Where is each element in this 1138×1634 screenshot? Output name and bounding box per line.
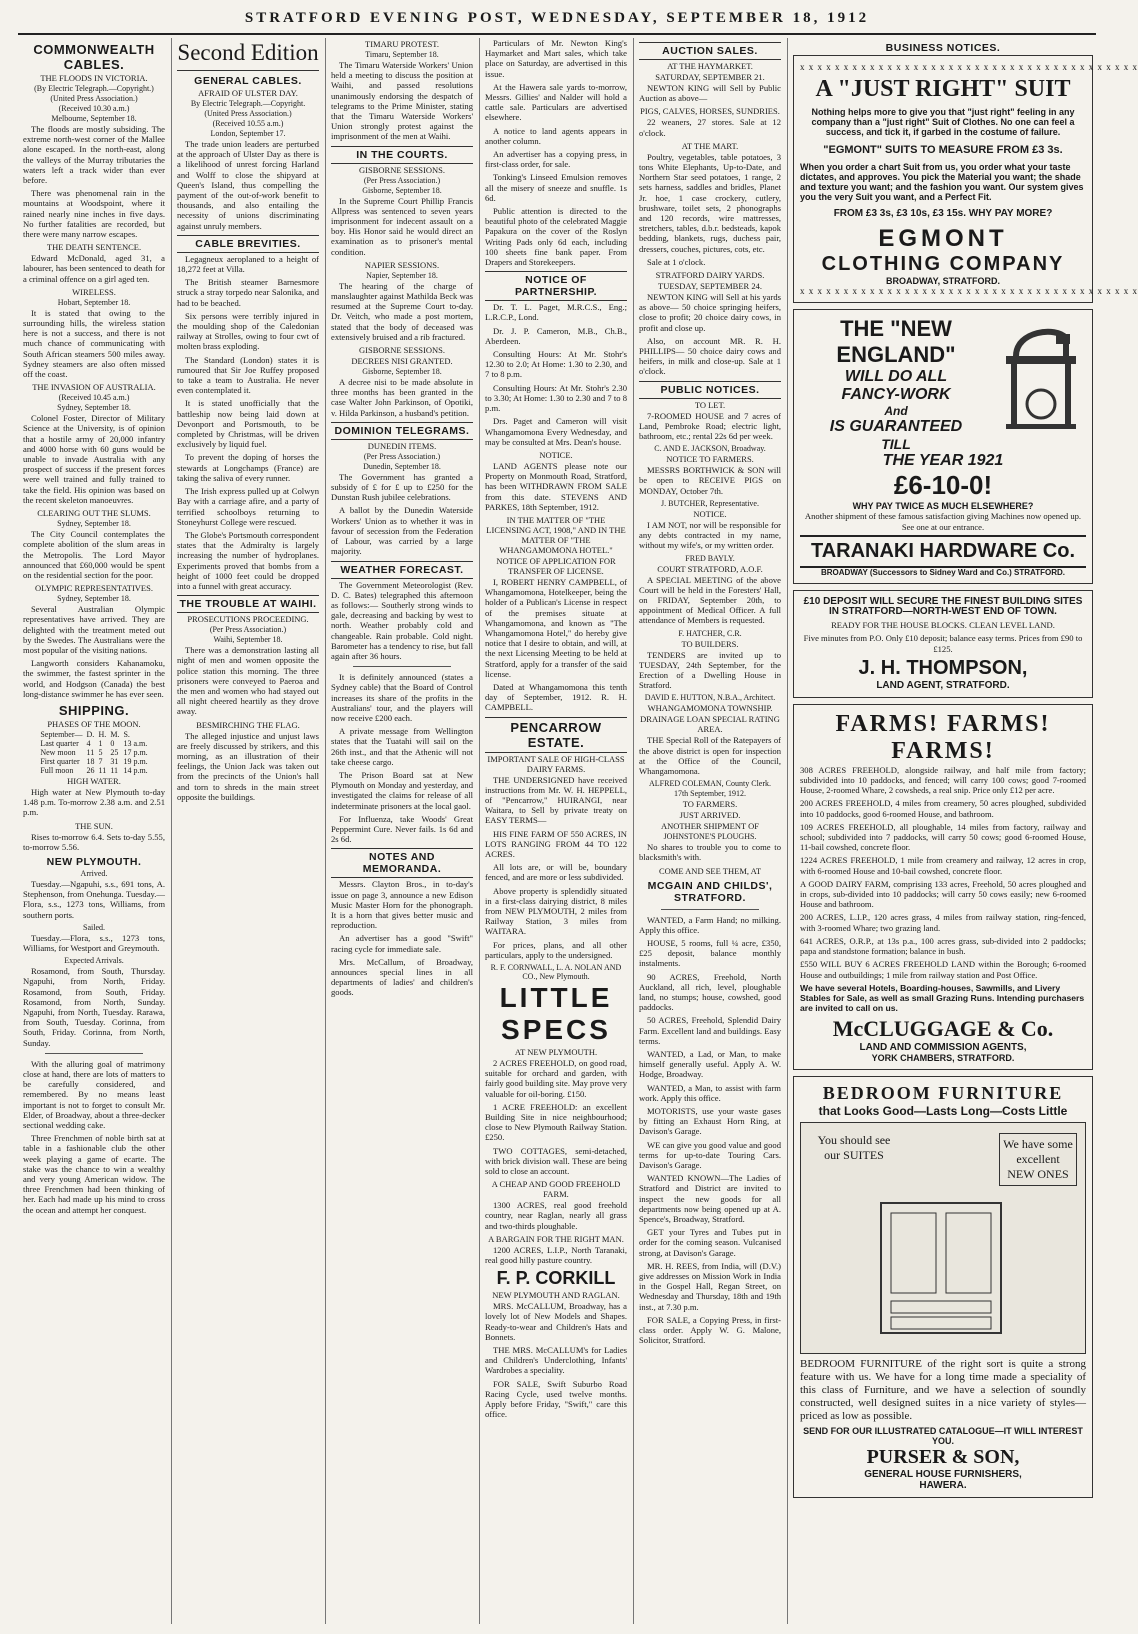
ad-caption: We have some excellent NEW ONES xyxy=(999,1133,1077,1186)
wardrobe-icon xyxy=(871,1193,1011,1343)
subheading: NOTICE. xyxy=(693,508,727,519)
subheading: WHANGAMOMONA TOWNSHIP. xyxy=(647,703,773,714)
column-3 xyxy=(326,38,478,1626)
egmont-advertisement xyxy=(793,55,1138,303)
company-address: YORK CHAMBERS, STRATFORD. xyxy=(871,1053,1015,1064)
masthead-rule xyxy=(18,33,1096,35)
company-address: LAND AGENT, STRATFORD. xyxy=(876,679,1010,691)
table-cell: M. xyxy=(110,729,120,739)
subheading: TO BUILDERS. xyxy=(681,638,739,649)
paragraph: An advertiser has a good "Swift" racing cycle for immediate sale. xyxy=(331,933,473,954)
ad-headline: A "JUST RIGHT" SUIT xyxy=(815,76,1071,102)
paragraph: The British steamer Barnesmore struck a stray torpedo near Salonika, and had to be beached. xyxy=(177,277,319,308)
classified: 50 ACRES, Freehold, Splendid Dairy Farm. Excellent land and buildings. Easy terms. xyxy=(639,1015,781,1046)
classified: MOTORISTS, use your waste gases by fitting an Exhaust Horn Ring, at Davison's Garage. xyxy=(639,1106,781,1137)
classified: MR. H. REES, from India, will (D.V.) give addresses on Mission Work in India in the Gospel Hall, Regan Street, on Wednesday and Thursday, 18th and 19th inst., at 7.30 p.m. xyxy=(639,1260,781,1312)
paragraph: 7-ROOMED HOUSE and 7 acres of Land, Pembroke Road; electric light, bathroom, etc.; rental 22s 6d per week. xyxy=(639,410,781,442)
paragraph: The hearing of the charge of manslaughter against Mathilda Beck was resumed at the Supreme Court to-day. Dr. Veitch, who made a post mortem, stated that the body of deceased was extensively bruised and a rib fractured. xyxy=(331,280,473,342)
heading: NOTES AND MEMORANDA. xyxy=(331,848,473,878)
heading: AUCTION SALES. xyxy=(639,42,781,60)
paragraph: 1200 ACRES, L.I.P., North Taranaki, real good hilly pasture country. xyxy=(485,1244,627,1266)
paragraph: Tuesday.—Flora, s.s., 1273 tons, Williams, for Westport and Greymouth. xyxy=(23,932,165,953)
paragraph: The Irish express pulled up at Colwyn Bay with a carriage afire, and a party of terrified schoolboys returning to Stoneyhurst College were rescued. xyxy=(177,486,319,527)
ad-line: THE YEAR 1921 xyxy=(882,452,1004,470)
paragraph: It is definitely announced (states a Sydney cable) that the Board of Control increases its share of the profits in the Australians' tour, and the players will now receive £200 each. xyxy=(331,672,473,723)
paragraph: The alleged injustice and unjust laws are freely discussed by strikers, and this morning, as an illustration of their feelings, the Union Jack was taken out from the precincts of the Union's hall and torn to shreds in the main street opposite the buildings. xyxy=(177,730,319,802)
credit: By Electric Telegraph.—Copyright. xyxy=(190,99,306,108)
table-cell: Last quarter xyxy=(40,738,79,748)
table-cell: Full moon xyxy=(40,765,74,775)
paragraph: With the alluring goal of matrimony close at hand, there are lots of matters to be carefully considered, and remembered. By no means least important is not to forget to consult Mr. Elder, of Broadway, about a three-decker sectional wedding cake. xyxy=(23,1058,165,1131)
subheading: TUESDAY, SEPTEMBER 24. xyxy=(658,281,762,292)
credit: (Per Press Association.) xyxy=(363,175,441,185)
ad-line: WILL DO ALL xyxy=(844,368,948,386)
little-specs-title: LITTLE xyxy=(499,982,613,1014)
dateline: Melbourne, September 18. xyxy=(51,114,137,123)
farm-listing: 200 ACRES FREEHOLD, 4 miles from creamery, 50 acres ploughed, subdivided into 10 paddocks, good 6-roomed House, and bathroom. xyxy=(800,798,1086,819)
subheading: GISBORNE SESSIONS. xyxy=(359,345,445,356)
ad-text: Nothing helps more to give you that "just right" feeling in any company than a "just right" Suit of Clothes. No one can feel a success, and tick it, if garbed in the costume of failure. xyxy=(811,107,1075,138)
paragraph: HIS FINE FARM OF 550 ACRES, IN LOTS RANGING FROM 44 TO 122 ACRES. xyxy=(485,828,627,859)
dateline: Dunedin, September 18. xyxy=(363,461,441,471)
table-cell: New moon xyxy=(40,747,76,757)
paragraph: MRS. McCALLUM, Broadway, has a lovely lot of New Models and Shapes. Ready-to-wear and Children's Hats and Bonnets. xyxy=(485,1301,627,1342)
paragraph: I, ROBERT HENRY CAMPBELL, of Whangamomona, Hotelkeeper, being the holder of a Publican's License in respect of the premises situate at Whangamomona, and known as "The Whangamomona Hotel," do hereby give notice that I desire to obtain, and will, at the next Licensing Meeting to be held at Stratford, apply for a transfer of the said license. xyxy=(485,576,627,679)
subheading: THE FLOODS IN VICTORIA. xyxy=(40,73,148,83)
paragraph: Sale at 1 o'clock. xyxy=(647,256,706,267)
corkill-title: F. P. CORKILL xyxy=(496,1268,616,1289)
table-row xyxy=(38,730,149,739)
subheading: NEW PLYMOUTH AND RAGLAN. xyxy=(492,1290,620,1301)
paragraph: An advertiser has a copying press, in first-class order, for sale. xyxy=(485,149,627,170)
table-cell: 11 xyxy=(86,747,95,757)
signature: J. BUTCHER, Representative. xyxy=(661,498,759,508)
classified: WANTED KNOWN—The Ladies of Stratford and District are invited to inspect the new goods for all departments now being opened up at A. Spence's, Broadway, Stratford. xyxy=(639,1173,781,1225)
classified: WANTED, a Man, to assist with farm work. Apply this office. xyxy=(639,1082,781,1103)
partner-entry: Dr. T. L. Paget, M.R.C.S., Eng.; L.R.C.P., Lond. xyxy=(485,302,627,323)
table-cell: 7 xyxy=(98,756,103,766)
ploughs-line: JOHNSTONE'S PLOUGHS. xyxy=(663,832,757,842)
paragraph: Public attention is directed to the beautiful photo of the celebrated Maggie Papakura on the cover of the Roslyn Writing Pads only 6d each, including 100 sheets fine bank paper. From Drapers and Storekeepers. xyxy=(485,206,627,268)
paragraph: Three Frenchmen of noble birth sat at table in a fashionable club the other week playing a game of ecarte. The stake was the chance to win a wealthy and very young American widow. The three Frenchmen had been thinking of her. Each had made up his mind to cross the ocean and attempt her conquest. xyxy=(23,1133,165,1215)
sewing-machine-icon xyxy=(996,316,1086,436)
table-cell: 1 xyxy=(98,738,103,748)
column-5 xyxy=(634,38,786,1626)
dateline: Gisborne, September 18. xyxy=(362,367,442,377)
subheading: DECREES NISI GRANTED. xyxy=(351,356,453,367)
paragraph: Rosamond, from South, Thursday. Ngapuhi, from North, Friday. Rosamond, from South, Friday. Rosamond, from North, Sunday. Ngapuhi, from North, Tuesday. Rarawa, from South, Tuesday. Corinna, from South, Friday. Corinna, from North, Sunday. xyxy=(23,966,165,1048)
masthead: STRATFORD EVENING POST, WEDNESDAY, SEPTEMBER 18, 1912 xyxy=(244,10,870,26)
credit: (Per Press Association.) xyxy=(363,451,441,461)
ad-headline: FARMS! FARMS! FARMS! xyxy=(835,710,1051,764)
ad-text: READY FOR THE HOUSE BLOCKS. CLEAN LEVEL LAND. xyxy=(831,620,1055,631)
table-cell: 17 p.m. xyxy=(123,747,148,757)
ad-line: SEND FOR OUR ILLUSTRATED CATALOGUE—IT WILL INTEREST YOU. xyxy=(803,1426,1083,1447)
company-address: BROADWAY (Successors to Sidney Ward and Co.) STRATFORD. xyxy=(820,567,1066,577)
paragraph: Also, on account MR. R. H. PHILLIPS— 50 choice dairy cows and heifers, in milk and close-up. Sale at 1 o'clock. xyxy=(639,335,781,377)
paragraph: No shares to trouble you to come to blacksmith's with. xyxy=(639,842,781,863)
signature: DAVID E. HUTTON, N.B.A., Architect. xyxy=(644,693,776,703)
heading: NEW PLYMOUTH. xyxy=(46,855,142,868)
subheading: BESMIRCHING THE FLAG. xyxy=(196,719,300,730)
received: (Received 10.55 a.m.) xyxy=(212,119,284,128)
paragraph: TWO COTTAGES, semi-detached, with brick division wall. These are being sold to close an account. xyxy=(485,1145,627,1177)
paragraph: 2 ACRES FREEHOLD, on good road, suitable for orchard and garden, with fairly good building site. May prove very valuable for oil-boring. £150. xyxy=(485,1058,628,1099)
dateline: Sydney, September 18. xyxy=(57,594,131,604)
paragraph: Poultry, vegetables, table potatoes, 3 tons White Elephants, Up-to-Date, and Northern Star seed potatoes, 1 range, 2 sets harness, saddles and bridles, Planet Jr. hoe, 1 case crockery, cutlery, brushware, toilet sets, 2 phonographs and 120 records, wire mattresses, stretchers, tables, d.b.r. bedsteads, kapok bedding, blankets, rugs, duchess pair, dressers, couches, pictures, cots, etc. xyxy=(639,151,781,254)
paragraph: 22 weaners, 27 stores. Sale at 12 o'clock. xyxy=(639,117,781,138)
little-specs-title: SPECS xyxy=(501,1014,611,1046)
table-cell: 4 xyxy=(86,738,91,748)
ad-headline: BEDROOM FURNITURE xyxy=(822,1083,1064,1104)
ad-price: £6-10-0! xyxy=(893,470,993,501)
table-cell: 19 p.m. xyxy=(123,756,148,766)
farm-listing: A GOOD DAIRY FARM, comprising 133 acres, Freehold, 50 acres ploughed and in crops, sub-divided into 10 paddocks; will carry 50 cows easily; new 6-roomed House and bathroom. xyxy=(800,878,1086,910)
subheading: A CHEAP AND GOOD FREEHOLD FARM. xyxy=(491,1179,621,1200)
agents-signature: R. F. CORNWALL, L. A. NOLAN AND CO., New Plymouth. xyxy=(490,963,622,982)
paragraph: A SPECIAL MEETING of the above Court will be held in the Foresters' Hall, on FRIDAY, September 20th, to appointment of Medical Officer. A full attendance of Members is requested. xyxy=(639,574,781,626)
column-4 xyxy=(480,38,632,1626)
separator xyxy=(45,1053,143,1054)
paragraph: The Globe's Portsmouth correspondent states that the Admiralty is largely increasing the number of hydroplanes. Experiments proved that bombs from a height of 1000 feet could be dropped into a funnel with great accuracy. xyxy=(177,529,320,591)
table-cell: 0 xyxy=(110,738,115,748)
ad-text: Another shipment of these famous satisfaction giving Machines now opened up. See one at our entrance. xyxy=(804,511,1082,532)
table-cell: 5 xyxy=(98,747,103,757)
subheading: IN THE MATTER OF "THE LICENSING ACT, 1908," AND IN THE MATTER OF "THE WHANGAMOMONA HOTEL." xyxy=(486,514,626,555)
subheading: AT THE MART. xyxy=(681,140,739,151)
paragraph: The Government has granted a subsidy of £ for £ up to £250 for the Dunstan Rush jubilee celebrations. xyxy=(331,471,473,503)
purser-advertisement xyxy=(793,1076,1093,1498)
paragraph: The Prison Board sat at New Plymouth on Monday and yesterday, and investigated the claims for release of all indeterminate prisoners at the local gaol. xyxy=(331,769,473,811)
subheading: THE DEATH SENTENCE. xyxy=(46,242,142,253)
table-cell: D. xyxy=(86,729,95,739)
paragraph: Six persons were terribly injured in the moulding shop of the Caledonian railway at Strolles, owing to four cwt of molten brass exploding. xyxy=(177,310,319,352)
ad-price-line: FROM £3 3s, £3 10s, £3 15s. WHY PAY MORE? xyxy=(833,208,1053,220)
paragraph: THE MRS. McCALLUM's for Ladies and Children's Underclothing, Infants' Wardrobes a speciality. xyxy=(485,1345,627,1376)
paragraph: I AM NOT, nor will be responsible for any debts contracted in my name, without my wife's, or my written order. xyxy=(639,519,781,551)
subheading: A BARGAIN FOR THE RIGHT MAN. xyxy=(488,1233,624,1244)
column-2 xyxy=(172,38,324,1626)
dateline: Waihi, September 18. xyxy=(213,635,283,645)
separator xyxy=(353,666,451,667)
paragraph: Drs. Paget and Cameron will visit Whangamomona Every Wednesday, and may be consulted at Mrs. Dean's house. xyxy=(485,416,627,447)
company-address: HAWERA. xyxy=(919,1480,967,1492)
column-1 xyxy=(18,38,170,1626)
paragraph: Legagneux aeroplaned to a height of 18,272 feet at Villa. xyxy=(177,253,319,275)
table-cell: September— xyxy=(40,729,83,739)
signature: F. HATCHER, C.R. xyxy=(678,628,742,638)
ad-text: BEDROOM FURNITURE of the right sort is quite a strong feature with us. We have for a long time made a speciality of this class of Furniture, and we have a selection of soundly constructed, well designed suites in a nice variety of styles—priced as low as possible. xyxy=(800,1358,1086,1423)
table-row xyxy=(38,757,149,766)
subheading: Expected Arrivals. xyxy=(64,956,124,966)
paragraph: At the Hawera sale yards to-morrow, Messrs. Gillies' and Nalder will hold a cattle sale. Particulars are advertised elsewhere. xyxy=(485,81,627,123)
paragraph: For prices, plans, and all other particulars, apply to the undersigned. xyxy=(485,939,627,960)
heading: WEATHER FORECAST. xyxy=(331,561,473,579)
paragraph: 1300 ACRES, real good freehold country, near Raglan, nearly all grass and two-thirds ploughable. xyxy=(485,1200,627,1231)
paragraph: A decree nisi to be made absolute in three months has been granted in the case Walter John Parkinson, of Opotiki, v. Hilda Parkinson, a husband's petition. xyxy=(331,377,473,418)
new-england-advertisement xyxy=(793,309,1093,583)
paragraph: There was a demonstration lasting all night of men and women opposite the police station this morning. The three prisoners were conveyed to Paeroa and the men and women who had stayed out all night cheered heartily as they drove away. xyxy=(177,645,319,717)
received: (Received 10.30 a.m.) xyxy=(58,104,130,113)
paragraph: Messrs. Clayton Bros., in to-day's issue on page 3, announce a new Edison Music Master Horn for the phonograph. It is a horn that gives better music and reproduction. xyxy=(331,879,473,931)
table-cell: H. xyxy=(98,729,107,739)
paragraph: The Standard (London) states it is rumoured that Sir Joe Ruffey proposed to take a team to Australia. He never even contemplated it. xyxy=(177,354,319,396)
paragraph: It is stated unofficially that the battleship now being laid down at Devonport and Portsmouth, to be completed by Christmas, will be driven exclusively by liquid fuel. xyxy=(177,398,319,450)
subheading: HIGH WATER. xyxy=(67,775,121,786)
ad-text: Five minutes from P.O. Only £10 deposit; balance easy terms. Prices from £90 to £125. xyxy=(803,633,1083,654)
classified: 90 ACRES, Freehold, North Auckland, all rich, level, ploughable land, no stumps; house, cowshed, good paddocks. xyxy=(639,971,781,1013)
dateline: Napier, September 18. xyxy=(366,270,438,280)
paragraph: There was phenomenal rain in the mountains at Woodspoint, where it rained nearly nine inches in five days. No further fatalities are recorded, but there were many narrow escapes. xyxy=(23,188,165,240)
paragraph: High water at New Plymouth to-day 1.48 p.m. To-morrow 2.38 a.m. and 2.51 p.m. xyxy=(23,786,165,818)
ad-line: And xyxy=(884,404,908,419)
table-cell: 26 xyxy=(86,765,95,775)
subheading: OLYMPIC REPRESENTATIVES. xyxy=(35,583,153,594)
ad-caption: You should see our SUITES xyxy=(817,1133,891,1163)
thompson-advertisement xyxy=(793,590,1093,698)
heading: THE TROUBLE AT WAIHI. xyxy=(177,595,319,613)
credit: (United Press Association.) xyxy=(204,109,292,118)
subheading: WIRELESS. xyxy=(72,286,116,297)
subheading: Arrived. xyxy=(80,868,108,878)
subheading: TIMARU PROTEST. xyxy=(365,39,439,49)
company-name: EGMONT xyxy=(878,225,1008,253)
subheading: TO FARMERS. xyxy=(682,799,738,810)
subheading: SATURDAY, SEPTEMBER 21. xyxy=(655,72,765,82)
subheading: STRATFORD DAIRY YARDS. xyxy=(655,270,765,281)
subheading: NOTICE. xyxy=(539,449,573,460)
farm-listing: £550 WILL BUY 6 ACRES FREEHOLD LAND within the Borough; 6-roomed House and outbuildings; 1 mile from railway station and Post Office. xyxy=(800,959,1086,980)
subheading: Sailed. xyxy=(83,922,105,932)
farm-listing: 641 ACRES, O.R.P., at 13s p.a., 100 acres grass, sub-divided into 2 paddocks; papa and standstone formation; balance in bush. xyxy=(800,935,1086,957)
ad-tagline: that Looks Good—Lasts Long—Costs Little xyxy=(818,1104,1068,1119)
dateline: London, September 17. xyxy=(210,129,286,138)
column-6-advertisements xyxy=(788,38,1138,1626)
paragraph: Dated at Whangamomona this tenth day of September, 1912. R. H. CAMPBELL. xyxy=(485,681,627,713)
subheading: THE INVASION OF AUSTRALIA. xyxy=(32,382,156,393)
subheading: COURT STRATFORD, A.O.F. xyxy=(657,563,763,574)
paragraph: LAND AGENTS please note our Property on Monmouth Road, Stratford, has been WITHDRAWN FROM SALE from this date. STEVENS AND PARKES, 18th September, 1912. xyxy=(485,460,627,512)
paragraph: It is stated that owing to the surrounding hills, the wireless station here is not a success, and there is not much chance of communicating with South African steamers 500 miles away. Sydney steamers are also often missed off the coast. xyxy=(23,307,165,380)
separator xyxy=(661,909,759,910)
subheading: JUST ARRIVED. xyxy=(679,810,741,821)
ad-line: FANCY-WORK xyxy=(841,386,951,404)
subheading: GISBORNE SESSIONS. xyxy=(359,164,445,175)
farms-advertisement xyxy=(793,704,1093,1070)
credit: (United Press Association.) xyxy=(50,94,138,103)
ad-line: TILL xyxy=(881,436,911,453)
classified: FOR SALE, a Copying Press, in first-class order. Apply W. G. Malone, Solicitor, Stratford. xyxy=(639,1314,781,1346)
ad-text: When you order a chart Suit from us, you order what your taste dictates, and approves. You pick the Material you want; the shade and texture you want; and the fashion you want. Our system gives you the very Suit you want, and a Perfect Fit. xyxy=(800,161,1084,203)
subheading: AT NEW PLYMOUTH. xyxy=(514,1047,598,1058)
dateline: Timaru, September 18. xyxy=(365,50,439,59)
paragraph: Rises to-morrow 6.4. Sets to-day 5.55, to-morrow 5.56. xyxy=(23,831,165,852)
paragraph: All lots are, or will be, boundary fenced, and are more or less subdivided. xyxy=(485,862,627,883)
paragraph: Tuesday.—Ngapuhi, s.s., 691 tons, A. Stephenson, from Onehunga. Tuesday.—Flora, s.s., 1273 tons, Williams, from southern ports. xyxy=(23,878,165,920)
table-cell: S. xyxy=(123,729,130,739)
ad-headline: THE "NEW ENGLAND" xyxy=(836,316,956,368)
paragraph: Several Australian Olympic representatives have arrived. They are delighted with the treatment meted out by the Swedes. The Australians were the most popular of the visiting nations. xyxy=(23,604,165,655)
company-name: TARANAKI HARDWARE Co. xyxy=(800,535,1086,568)
classified: WANTED, a Lad, or Man, to make himself generally useful. Apply A. W. Hodge, Broadway. xyxy=(639,1048,781,1080)
table-cell: 14 p.m. xyxy=(123,765,148,775)
table-cell: 25 xyxy=(110,747,119,757)
subheading: NAPIER SESSIONS. xyxy=(364,259,440,270)
paragraph: The City Council contemplates the complete abolition of the slum areas in the Metropolis. The Lord Mayor announced that £60,000 would be spent on the residential section for the poor. xyxy=(23,529,165,580)
table-cell: First quarter xyxy=(40,756,80,766)
paragraph: To prevent the doping of horses the stewards at Longchamps (France) are taking the saliva of every runner. xyxy=(177,452,319,483)
credit: (By Electric Telegraph.—Copyright.) xyxy=(34,84,154,93)
subheading: PIGS, CALVES, HORSES, SUNDRIES. xyxy=(640,106,780,117)
dateline: Sydney, September 18. xyxy=(57,403,131,413)
heading: DOMINION TELEGRAMS. xyxy=(331,422,473,440)
border-row: x x x x x x x x x x x x x x x x x x x x x x x x x x x x x x x x x x x x x x x xyxy=(800,286,1138,297)
classified: WE can give you good value and good terms for up-to-date Touring Cars. Davison's Garage. xyxy=(639,1139,781,1171)
company-name: McCLUGGAGE & Co. xyxy=(832,1016,1054,1042)
paragraph: Above property is splendidly situated in a first-class dairying district, 8 miles from NEW PLYMOUTH, 2 miles from Railway Station, 3 miles from WAITARA. xyxy=(485,885,627,937)
heading: CABLE BREVITIES. xyxy=(177,235,319,253)
dateline: Gisborne, September 18. xyxy=(362,185,442,195)
paragraph: Colonel Foster, Director of Military Science at the University, is of opinion that a hostile army of 20,000 infantry and 4000 horse with 60 guns would be unable to invade Australia with any prospect of success if the present forces were well trained and fully trained to take the field. His opinion was based on the recent skeleton manoeuvres. xyxy=(23,413,165,505)
paragraph: The floods are mostly subsiding. The extreme north-west corner of the Mallee alone escaped. In the north-east, along the valleys of the Murray tributaries the waters left a track wider than ever before. xyxy=(23,124,165,186)
table-cell: 13 a.m. xyxy=(123,738,148,748)
paragraph: The Timaru Waterside Workers' Union held a meeting to discuss the position at Waihi, and passed resolutions unanimously endorsing the despatch of telegrams to the Prime Minister, stating that the Timaru Waterside Workers' Union strongly protest against the imprisonment of the men at Waihi. xyxy=(331,60,473,142)
paragraph: A private message from Wellington states that the Tuatahi will sail on the 26th inst., and that the Athenic will not take cheese cargo. xyxy=(331,726,473,767)
paragraph: Particulars of Mr. Newton King's Haymarket and Mart sales, which take place on Saturday, are advertised in this issue. xyxy=(485,38,627,79)
paragraph: NEWTON KING will Sell at his yards as above— 50 choice springing heifers, close to profit; 20 choice dairy cows, in profit and close up. xyxy=(639,292,781,333)
paragraph: MESSRS BORTHWICK & SON will be open to RECEIVE PIGS on MONDAY, October 7th. xyxy=(639,465,781,496)
subheading: AFRAID OF ULSTER DAY. xyxy=(198,88,298,98)
subheading: NOTICE TO FARMERS. xyxy=(666,454,754,465)
heading: IN THE COURTS. xyxy=(331,146,473,164)
table-cell: 18 xyxy=(86,756,95,766)
dateline: Sydney, September 18. xyxy=(57,519,131,529)
second-edition-banner: Second Edition xyxy=(177,40,319,71)
subheading: DUNEDIN ITEMS. xyxy=(367,440,437,451)
signature: ALFRED COLEMAN, County Clerk. xyxy=(649,779,771,789)
company-tagline: LAND AND COMMISSION AGENTS, xyxy=(859,1042,1027,1054)
paragraph: Tonking's Linseed Emulsion removes all the misery of sneeze and snuffle. 1s 6d. xyxy=(485,172,627,203)
wardrobe-illustration xyxy=(800,1122,1086,1354)
company-name: CLOTHING COMPANY xyxy=(821,253,1065,276)
paragraph: The Government Meteorologist (Rev. D. C. Bates) telegraphed this afternoon as follows:— Southerly strong winds to gale, decreasing and backing by west to north. Weather probably cold and changeable. Rain probable. Cold night. Barometer has a tendency to rise, but fall again after 36 hours. xyxy=(331,579,473,661)
table-cell: 31 xyxy=(110,756,119,766)
company-address: BROADWAY, STRATFORD. xyxy=(885,276,1000,287)
subheading: TO LET. xyxy=(694,399,726,410)
company-tagline: GENERAL HOUSE FURNISHERS, xyxy=(864,1469,1022,1481)
heading: MCGAIN AND CHILDS', STRATFORD. xyxy=(647,879,773,904)
subheading: THE SUN. xyxy=(75,820,113,831)
heading: GENERAL CABLES. xyxy=(194,75,302,87)
subheading: ANOTHER SHIPMENT OF xyxy=(660,821,760,832)
subheading: COME AND SEE THEM, AT xyxy=(658,865,762,876)
paragraph: THE Special Roll of the Ratepayers of the above district is open for inspection at the Office of the Council, Whangamomona. xyxy=(639,735,781,776)
received: (Received 10.45 a.m.) xyxy=(58,393,130,403)
farm-listing: 1224 ACRES FREEHOLD, 1 mile from creamery and railway, 12 acres in crop, with 6-roomed House and 10-bail cowshed, concrete floor. xyxy=(800,855,1086,876)
heading: BUSINESS NOTICES. xyxy=(885,42,1001,54)
date: 17th September, 1912. xyxy=(673,789,747,799)
moon-phases-table xyxy=(38,730,149,775)
heading: PUBLIC NOTICES. xyxy=(639,381,781,399)
classified: WANTED, a Farm Hand; no milking. Apply this office. xyxy=(639,914,781,935)
classified: GET your Tyres and Tubes put in order for the coming season. Vulcanised strong, at Davison's Garage. xyxy=(639,1227,781,1258)
paragraph: THE UNDERSIGNED have received instructions from Mr. W. H. HEPPELL, of "Pencarrow," HUIRANGI, near Waitara, to Sell by private treaty on EASY TERMS— xyxy=(485,774,627,826)
table-row xyxy=(38,739,149,748)
heading: SHIPPING. xyxy=(58,702,130,718)
consulting-hours: Consulting Hours: At Mr. Stohr's 12.30 to 2.0; At Home: 1.30 to 2.30, and 7 to 8 p.m. xyxy=(485,349,627,380)
heading: NOTICE OF PARTNERSHIP. xyxy=(485,271,627,301)
signature: C. AND E. JACKSON, Broadway. xyxy=(654,444,766,454)
farm-listing: 109 ACRES FREEHOLD, all ploughable, 14 miles from factory, railway and school; subdivided into 7 paddocks, will carry 50 cows; good 6-roomed House, 11-bail cowshed, concrete floor. xyxy=(800,821,1086,853)
credit: (Per Press Association.) xyxy=(209,625,287,635)
border-row: x x x x x x x x x x x x x x x x x x x x x x x x x x x x x x x x x x x x x x x xyxy=(800,62,1138,72)
consulting-hours: Consulting Hours: At Mr. Stohr's 2.30 to 3.30; At Home: 1.30 to 2.30 and 7 to 8 p.m. xyxy=(485,382,627,414)
company-name: PURSER & SON, xyxy=(866,1446,1020,1469)
signature: FRED BAYLY. xyxy=(685,553,735,563)
heading: PENCARROW ESTATE. xyxy=(485,717,627,753)
paragraph: NEWTON KING will Sell by Public Auction as above— xyxy=(639,83,781,104)
paragraph: 1 ACRE FREEHOLD: an excellent Building Site in nice neighbourhood; close to New Plymouth Railway Station. £250. xyxy=(485,1101,627,1143)
ad-line: IS GUARANTEED xyxy=(829,418,963,436)
paragraph: A notice to land agents appears in another column. xyxy=(485,125,627,146)
subheading: AT THE HAYMARKET. xyxy=(667,61,753,71)
subheading: PHASES OF THE MOON. xyxy=(47,718,141,729)
partner-entry: Dr. J. P. Cameron, M.B., Ch.B., Aberdeen. xyxy=(485,325,627,346)
ad-line: WHY PAY TWICE AS MUCH ELSEWHERE? xyxy=(852,501,1034,512)
paragraph: The trade union leaders are perturbed at the approach of Ulster Day as there is a likelihood of unrest forcing Harland and Wolff to close the shipyard at Queen's Island, thus compelling the payment of the out-of-work benefit to thousands, and also entailing the necessity of unions discriminating against unruly members. xyxy=(177,139,319,231)
subheading: DRAINAGE LOAN SPECIAL RATING AREA. xyxy=(640,714,780,735)
paragraph: In the Supreme Court Phillip Francis Allpress was sentenced to seven years imprisonment for indecent assault on a boy. His Honor said he would direct an examination as to prisoner's mental condition. xyxy=(331,195,473,257)
ad-text: £10 DEPOSIT WILL SECURE THE FINEST BUILDING SITES IN STRATFORD—NORTH-WEST END OF TOWN. xyxy=(803,595,1083,618)
table-row xyxy=(38,748,149,757)
table-cell: 11 xyxy=(98,765,107,775)
paragraph: For Influenza, take Woods' Great Peppermint Cure. Never fails. 1s 6d and 2s 6d. xyxy=(331,813,473,845)
subheading: NOTICE OF APPLICATION FOR TRANSFER OF LICENSE. xyxy=(496,555,616,576)
paragraph: Mrs. McCallum, of Broadway, announces special lines in all departments of ladies' and children's goods. xyxy=(331,956,473,998)
ad-price-line: "EGMONT" SUITS TO MEASURE FROM £3 3s. xyxy=(823,143,1063,156)
farm-listing: 200 ACRES, L.I.P., 120 acres grass, 4 miles from railway station, ring-fenced, with 3-roomed Whare; two grazing land. xyxy=(800,912,1086,933)
paragraph: TENDERS are invited up to TUESDAY, 24th September, for the Erection of a Dwelling House in Stratford. xyxy=(639,649,781,691)
dateline: Hobart, September 18. xyxy=(57,297,131,307)
table-cell: 11 xyxy=(110,765,119,775)
classified: HOUSE, 5 rooms, full ¼ acre, £350, £25 deposit, balance monthly instalments. xyxy=(639,937,781,969)
paragraph: FOR SALE, Swift Suburbo Road Racing Cycle, used twelve months. Apply before Friday, "Swift," care this office. xyxy=(485,1378,627,1420)
company-name: J. H. THOMPSON, xyxy=(858,656,1028,679)
subheading: PROSECUTIONS PROCEEDING. xyxy=(187,614,309,625)
table-row xyxy=(38,766,149,775)
paragraph: Edward McDonald, aged 31, a labourer, has been sentenced to death for a criminal offence on a girl aged ten. xyxy=(23,253,165,284)
heading: COMMONWEALTH CABLES. xyxy=(33,42,155,72)
ad-text: We have several Hotels, Boarding-houses, Sawmills, and Livery Stables for Sale, as well as small Grazing Runs. Intending purchasers are invited to call on us. xyxy=(800,982,1085,1014)
farm-listing: 308 ACRES FREEHOLD, alongside railway, and half mile from factory; subdivided into 10 paddocks, and fenced; will carry 100 cows; good 7-roomed House, 2-roomed Whare, 2 cowsheds, a real snip. Price only £12 per acre. xyxy=(800,764,1086,796)
paragraph: Langworth considers Kahanamoku, the swimmer, the fastest sprinter in the world, and Hodgson (Canada) the best long-distance swimmer he has ever seen. xyxy=(23,658,165,699)
subheading: CLEARING OUT THE SLUMS. xyxy=(37,508,151,519)
paragraph: A ballot by the Dunedin Waterside Workers' Union as to whether it was in favour of secession from the Federation of Labour, was carried by a large majority. xyxy=(331,505,473,557)
subheading: IMPORTANT SALE OF HIGH-CLASS DAIRY FARMS. xyxy=(487,753,625,774)
